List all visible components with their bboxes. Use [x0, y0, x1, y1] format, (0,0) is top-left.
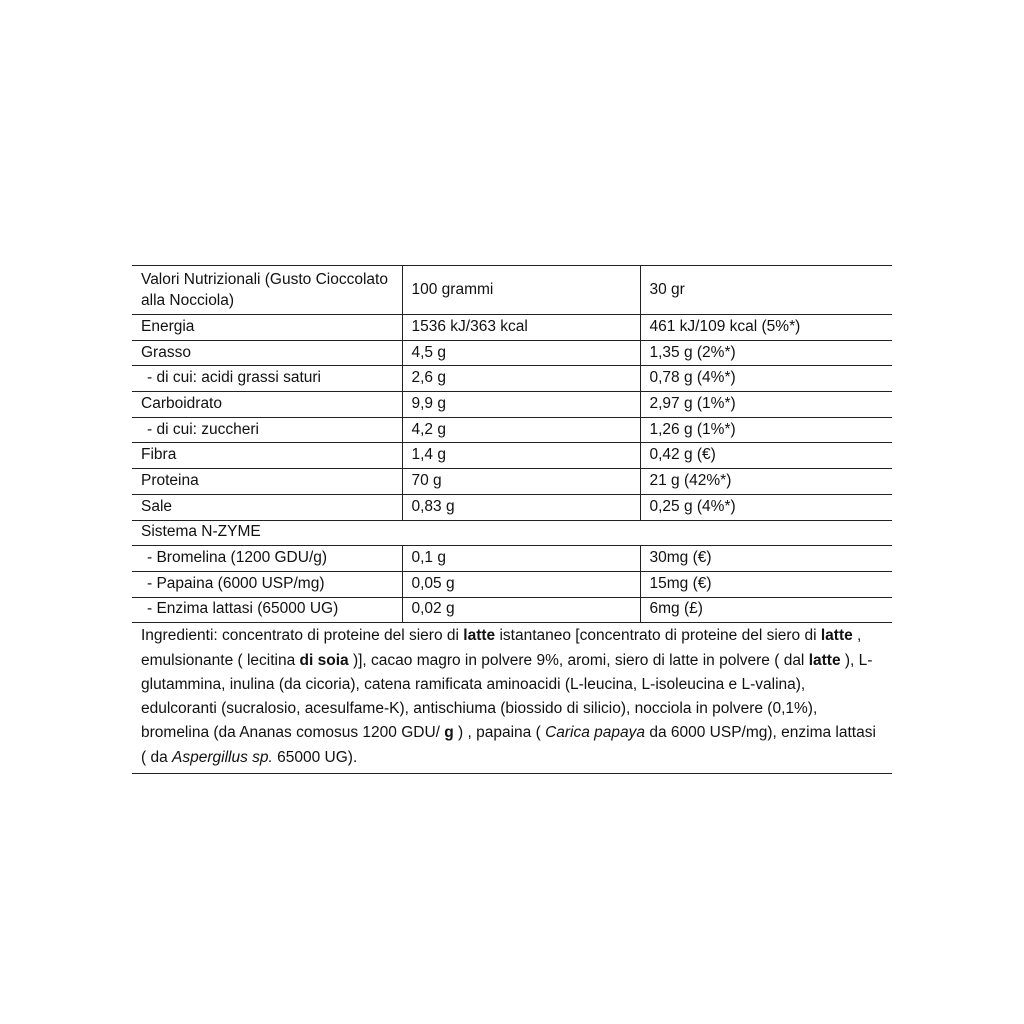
value-100g: 1536 kJ/363 kcal	[402, 315, 640, 341]
ingredients-text	[132, 623, 892, 774]
allergen-bold: latte	[808, 651, 841, 669]
nutrient-name: Fibra	[132, 443, 402, 469]
ingredients-text-part: istantaneo [concentrato di proteine del siero di	[495, 627, 821, 645]
table-row	[132, 315, 892, 341]
ingredients-text-part: )], cacao magro in polvere 9%, aromi, siero di latte in polvere ( dal	[348, 651, 809, 669]
table-row	[132, 469, 892, 495]
header-100g: 100 grammi	[402, 266, 640, 315]
ingredients-text-part: Ingredienti: concentrato di proteine del siero di	[141, 627, 464, 645]
value-30g: 21 g (42%*)	[640, 469, 892, 495]
section-empty-cell	[402, 520, 892, 546]
value-100g: 0,02 g	[402, 597, 640, 623]
header-30g: 30 gr	[640, 266, 892, 315]
nutrient-name: Carboidrato	[132, 392, 402, 418]
enzyme-name: - Papaina (6000 USP/mg)	[132, 571, 402, 597]
nutrient-name: Energia	[132, 315, 402, 341]
nutrition-facts-sheet	[132, 265, 892, 774]
ingredients-text-part: ), L-glutammina, inulina (da cicoria), catena ramificata aminoacidi (L-leucina, L-isoleucina e L-valina), edulcoranti (sucralosio, acesulfame-K), antischiuma (biossido di silicio), nocciola in polvere (0,1%), bromelina (da Ananas comosus 1200 GDU/	[141, 651, 873, 742]
value-100g: 1,4 g	[402, 443, 640, 469]
header-label: Valori Nutrizionali (Gusto Cioccolato alla Nocciola)	[132, 266, 402, 315]
enzyme-name: - Bromelina (1200 GDU/g)	[132, 546, 402, 572]
table-header-row	[132, 266, 892, 315]
enzyme-name: - Enzima lattasi (65000 UG)	[132, 597, 402, 623]
value-30g: 15mg (€)	[640, 571, 892, 597]
value-100g: 9,9 g	[402, 392, 640, 418]
nutrition-table	[132, 265, 892, 774]
value-30g: 0,25 g (4%*)	[640, 494, 892, 520]
table-row	[132, 417, 892, 443]
value-100g: 2,6 g	[402, 366, 640, 392]
nutrient-name: - di cui: acidi grassi saturi	[132, 366, 402, 392]
value-30g: 1,35 g (2%*)	[640, 340, 892, 366]
ingredients-text-part: 65000 UG).	[272, 748, 358, 766]
nutrient-name: - di cui: zuccheri	[132, 417, 402, 443]
table-row	[132, 366, 892, 392]
nutrient-name: Sale	[132, 494, 402, 520]
table-row	[132, 443, 892, 469]
value-100g: 4,2 g	[402, 417, 640, 443]
ingredients-text-part: , emulsionante ( lecitina	[141, 627, 862, 669]
value-100g: 0,83 g	[402, 494, 640, 520]
bold-unit: g	[444, 724, 454, 742]
species-italic: Carica papaya	[545, 724, 646, 742]
value-30g: 1,26 g (1%*)	[640, 417, 892, 443]
value-30g: 461 kJ/109 kcal (5%*)	[640, 315, 892, 341]
value-30g: 0,78 g (4%*)	[640, 366, 892, 392]
value-30g: 6mg (£)	[640, 597, 892, 623]
table-row	[132, 340, 892, 366]
table-row	[132, 392, 892, 418]
ingredients-text-part: ) , papaina (	[453, 724, 546, 742]
ingredients-text-part: da 6000 USP/mg), enzima lattasi ( da	[141, 724, 876, 766]
table-row	[132, 571, 892, 597]
value-100g: 0,1 g	[402, 546, 640, 572]
value-30g: 0,42 g (€)	[640, 443, 892, 469]
value-100g: 0,05 g	[402, 571, 640, 597]
section-title: Sistema N-ZYME	[132, 520, 402, 546]
allergen-bold: di soia	[299, 651, 349, 669]
value-30g: 30mg (€)	[640, 546, 892, 572]
table-row	[132, 546, 892, 572]
value-100g: 4,5 g	[402, 340, 640, 366]
table-row	[132, 597, 892, 623]
nutrient-name: Grasso	[132, 340, 402, 366]
nutrient-name: Proteina	[132, 469, 402, 495]
section-row	[132, 520, 892, 546]
table-row	[132, 494, 892, 520]
ingredients-row	[132, 623, 892, 774]
allergen-bold: latte	[820, 627, 853, 645]
value-30g: 2,97 g (1%*)	[640, 392, 892, 418]
species-italic: Aspergillus sp.	[172, 748, 273, 766]
value-100g: 70 g	[402, 469, 640, 495]
allergen-bold: latte	[463, 627, 496, 645]
